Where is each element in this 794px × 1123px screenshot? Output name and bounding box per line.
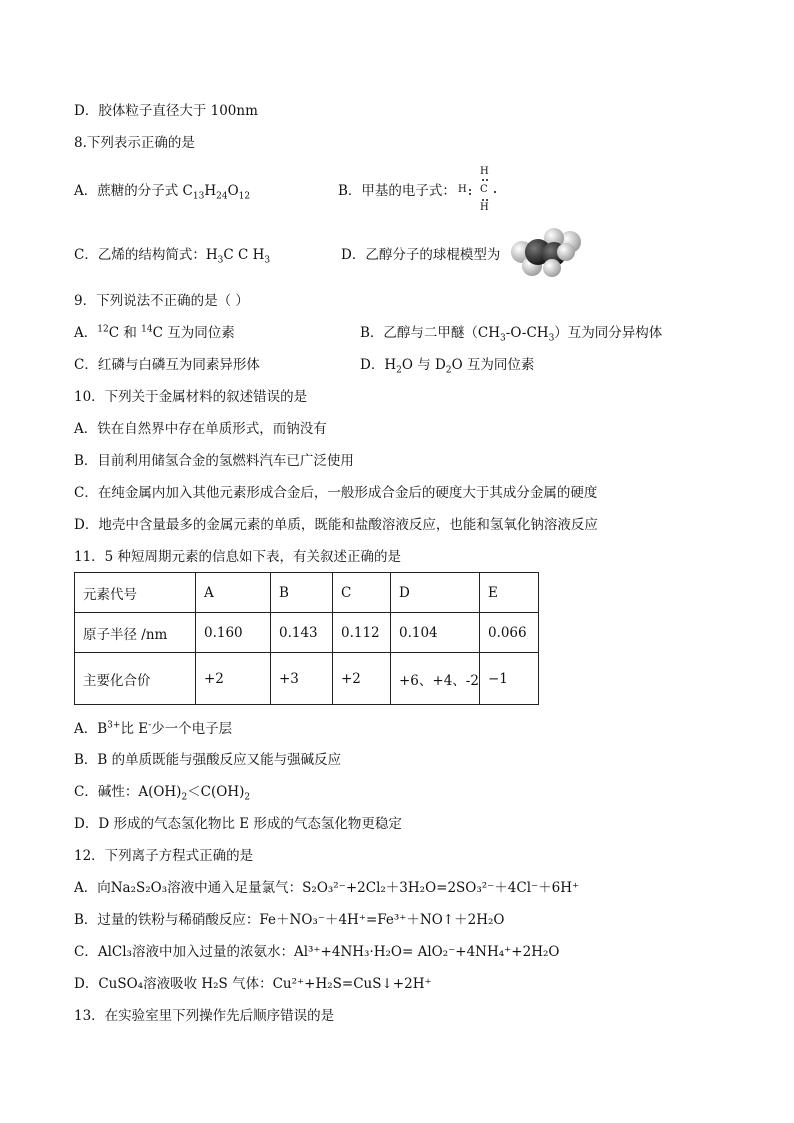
table-cell: B (271, 573, 333, 613)
q9-option-d: D．$H_2O$ 与 $D_2O$ 互为同位素 (360, 357, 535, 376)
q11-option-a: A．$B^{3+}$比 E-少一个电子层 (74, 720, 233, 737)
q12-option-c: C．AlCl₃溶液中加入过量的浓氨水：Al³⁺+4NH₃·H₂O= AlO₂⁻+4NH₄⁺+2H₂O (74, 944, 560, 960)
table-cell: E (479, 573, 538, 613)
q8-option-b: B．甲基的电子式： (338, 183, 456, 199)
table-row (75, 653, 539, 705)
q8-option-d: D．乙醇分子的球棍模型为 (341, 247, 501, 263)
methyl-electron-formula: H H C H (458, 166, 506, 216)
q9-option-b: B．乙醇与二甲醚$(CH_3-O-CH_3)$互为同分异构体 (360, 325, 663, 344)
q10-option-d: D．地壳中含量最多的金属元素的单质，既能和盐酸溶液反应，也能和氢氧化钠溶液反应 (74, 517, 598, 533)
q11-option-c: C．碱性：$A(OH)_2<C(OH)_2$ (74, 784, 251, 803)
q10-stem: 10．下列关于金属材料的叙述错误的是 (74, 389, 308, 405)
table-cell: +2 (196, 653, 271, 705)
table-cell: 0.066 (479, 613, 538, 653)
q8-stem: 8.下列表示正确的是 (74, 135, 195, 151)
table-cell: 0.160 (196, 613, 271, 653)
q12-option-a: A．向Na₂S₂O₃溶液中通入足量氯气：S₂O₃²⁻+2Cl₂＋3H₂O=2SO₃²⁻＋4Cl⁻＋6H⁺ (74, 880, 580, 896)
q9-stem: 9．下列说法不正确的是（ ） (74, 293, 249, 309)
table-cell: 0.143 (271, 613, 333, 653)
q8-option-a: A．蔗糖的分子式 $C_{13}H_{24}O_{12}$ (74, 183, 251, 202)
table-cell: +6、+4、-2 (391, 653, 480, 705)
q10-option-a: A．铁在自然界中存在单质形式，而钠没有 (74, 421, 327, 437)
q10-option-c: C．在纯金属内加入其他元素形成合金后，一般形成合金后的硬度大于其成分金属的硬度 (74, 485, 598, 501)
q10-option-b: B．目前利用储氢合金的氢燃料汽车已广泛使用 (74, 453, 354, 469)
q13-stem: 13．在实验室里下列操作先后顺序错误的是 (74, 1008, 335, 1024)
q9-option-a: A．$^{12}$C 和 $^{14}$C 互为同位素 (74, 324, 235, 341)
table-cell: −1 (479, 653, 538, 705)
table-cell: 0.112 (333, 613, 391, 653)
table-cell: 原子半径 /nm (75, 613, 196, 653)
table-cell: 0.104 (391, 613, 480, 653)
q11-stem: 11．5 种短周期元素的信息如下表，有关叙述正确的是 (74, 549, 402, 565)
q9-option-c: C．红磷与白磷互为同素异形体 (74, 357, 260, 373)
ethanol-ball-stick-model (508, 228, 584, 278)
q12-stem: 12．下列离子方程式正确的是 (74, 848, 254, 864)
table-cell: 主要化合价 (75, 653, 196, 705)
q12-option-b: B．过量的铁粉与稀硝酸反应：Fe＋NO₃⁻＋4H⁺=Fe³⁺＋NO↑＋2H₂O (74, 912, 505, 928)
table-cell: C (333, 573, 391, 613)
table-cell: 元素代号 (75, 573, 196, 613)
q8-option-c: C．乙烯的结构简式：$H_3C$ C $H_3$ (74, 247, 271, 266)
o-atom (557, 243, 575, 261)
table-cell: +3 (271, 653, 333, 705)
q7-option-d: D．胶体粒子直径大于 100nm (74, 103, 258, 119)
q11-option-d: D．D 形成的气态氢化物比 E 形成的气态氢化物更稳定 (74, 816, 402, 832)
table-cell: A (196, 573, 271, 613)
table-cell: D (391, 573, 480, 613)
table-row (75, 613, 539, 653)
h-atom (543, 259, 561, 277)
table-cell: +2 (333, 653, 391, 705)
table-row (75, 573, 539, 613)
element-info-table (74, 572, 539, 705)
q11-option-b: B．B 的单质既能与强酸反应又能与强碱反应 (74, 752, 342, 768)
q12-option-d: D．CuSO₄溶液吸收 H₂S 气体：Cu²⁺+H₂S=CuS↓+2H⁺ (74, 976, 432, 992)
